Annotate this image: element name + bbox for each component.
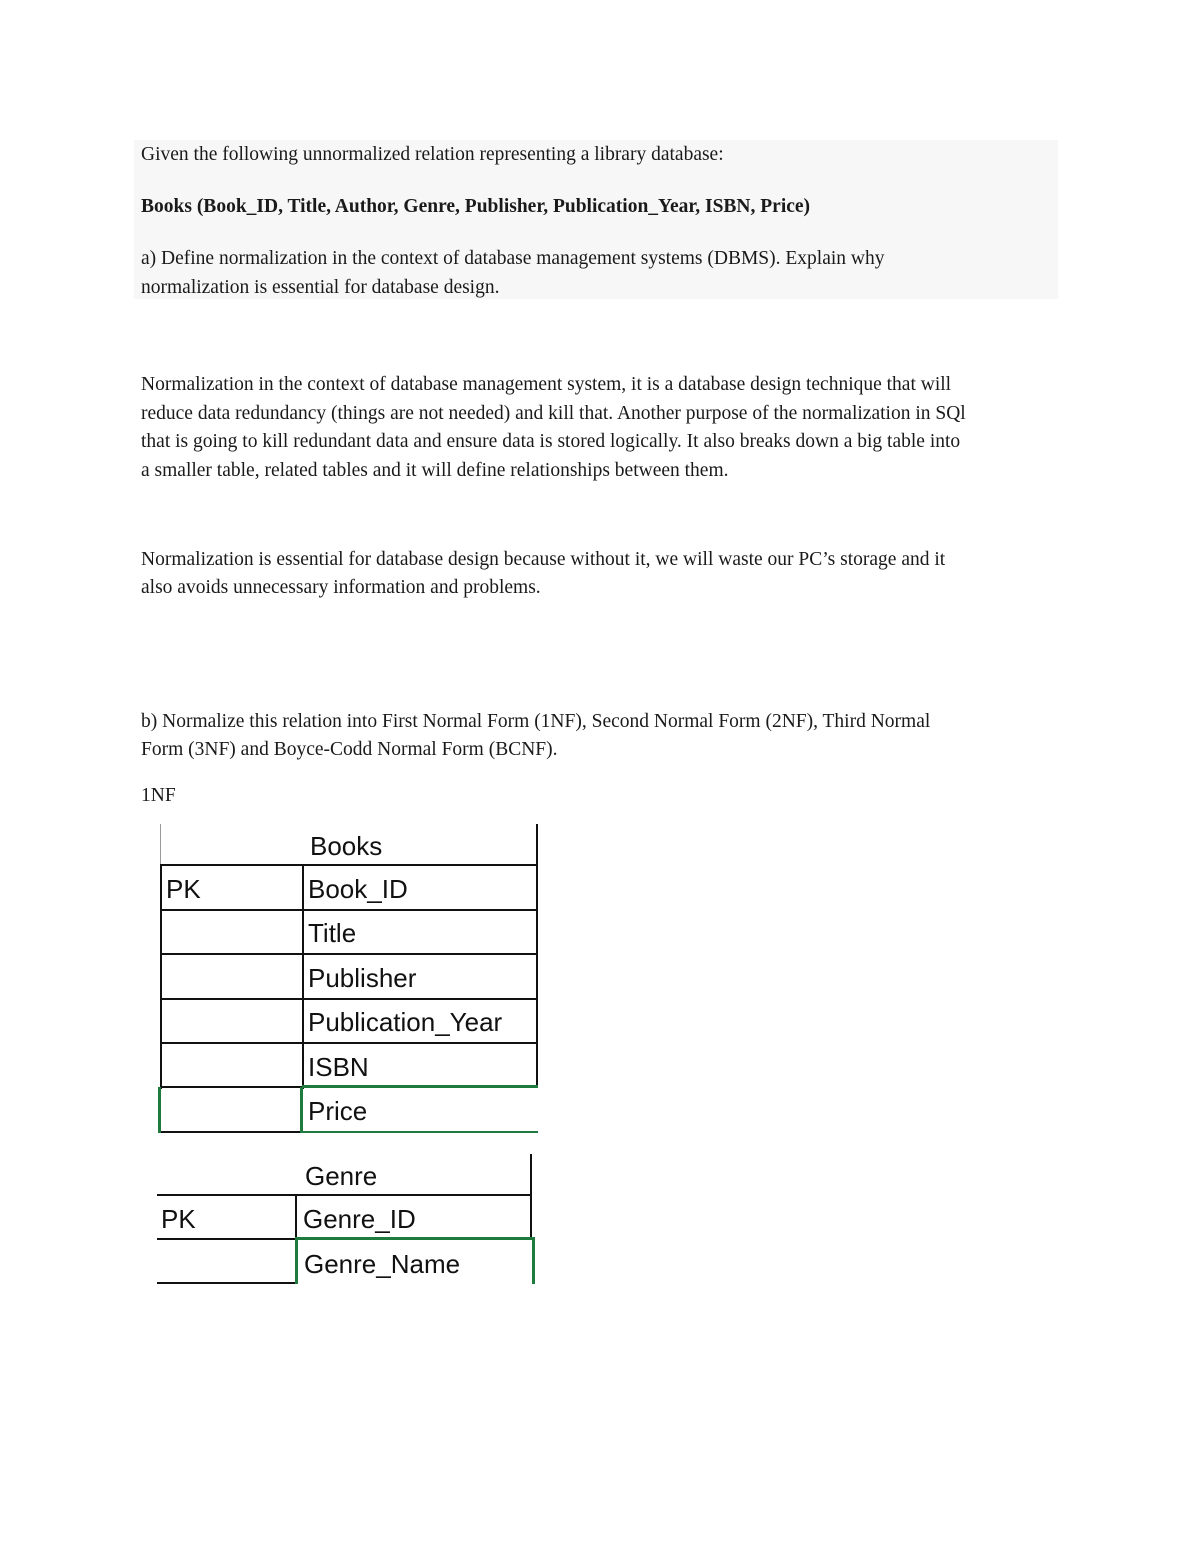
answer-paragraph-line: Normalization is essential for database design because without it, we will waste our PC’s storage and it <box>141 549 946 570</box>
part-b-question-line-1: b) Normalize this relation into First Normal Form (1NF), Second Normal Form (2NF), Third Normal <box>141 711 931 732</box>
answer-paragraph-line: reduce data redundancy (things are not needed) and kill that. Another purpose of the normalization in SQl <box>141 403 966 424</box>
genre-field-cell: Genre_Name <box>304 1248 461 1279</box>
genre-table-title: Genre <box>305 1160 378 1191</box>
books-field-cell: Book_ID <box>308 873 408 904</box>
books-field-cell: Title <box>308 917 357 948</box>
question-intro: Given the following unnormalized relation representing a library database: <box>141 144 724 165</box>
books-field-cell: ISBN <box>308 1051 369 1082</box>
part-a-question-line-1: a) Define normalization in the context of database management systems (DBMS). Explain why <box>141 248 885 269</box>
books-table-title: Books <box>310 830 383 861</box>
relation-definition: Books (Book_ID, Title, Author, Genre, Publisher, Publication_Year, ISBN, Price) <box>141 196 811 217</box>
books-field-cell: Publisher <box>308 962 417 993</box>
answer-paragraph-line: a smaller table, related tables and it will define relationships between them. <box>141 460 729 481</box>
answer-paragraph-line: also avoids unnecessary information and problems. <box>141 577 541 598</box>
answer-paragraph-line: that is going to kill redundant data and ensure data is stored logically. It also breaks down a big table into <box>141 431 961 452</box>
genre-field-cell: Genre_ID <box>303 1203 416 1234</box>
nf-label: 1NF <box>141 785 176 806</box>
part-b-question-line-2: Form (3NF) and Boyce-Codd Normal Form (BCNF). <box>141 739 558 760</box>
books-field-cell: Publication_Year <box>308 1006 503 1037</box>
part-a-question-line-2: normalization is essential for database design. <box>141 277 500 298</box>
books-key-cell: PK <box>166 873 201 904</box>
answer-paragraph-line: Normalization in the context of database management system, it is a database design technique that will <box>141 374 952 395</box>
books-field-cell: Price <box>308 1095 368 1126</box>
genre-key-cell: PK <box>161 1203 196 1234</box>
